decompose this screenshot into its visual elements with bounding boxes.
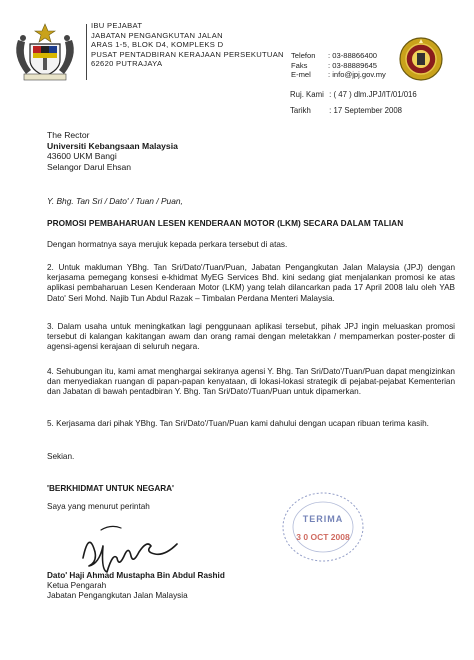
signatory-name: Dato' Haji Ahmad Mustapha Bin Abdul Rashid — [47, 571, 225, 580]
salutation: Y. Bhg. Tan Sri / Dato' / Tuan / Puan, — [47, 196, 183, 206]
signoff: Saya yang menurut perintah — [47, 502, 150, 511]
reference-block — [290, 88, 417, 117]
letterhead-line: ARAS 1-5, BLOK D4, KOMPLEKS D — [91, 40, 224, 50]
reference-date: Tarikh : 17 September 2008 — [290, 106, 402, 115]
contact-email: E-mel : info@jpj.gov.my — [291, 70, 386, 80]
paragraph-closing: Sekian. — [47, 452, 75, 461]
letterhead-contact — [291, 51, 386, 80]
recipient-line: 43600 UKM Bangi — [47, 151, 117, 162]
paragraph-5: 5. Kerjasama dari pihak YBhg. Tan Sri/Dato'/Tuan/Puan kami dahului dengan ucapan ribuan terima kasih. — [47, 419, 429, 428]
recipient-line: Selangor Darul Ehsan — [47, 161, 132, 172]
letter-subject: PROMOSI PEMBAHARUAN LESEN KENDERAAN MOTOR (LKM) SECARA DALAM TALIAN — [47, 218, 404, 228]
signatory-title: Ketua Pengarah — [47, 581, 107, 591]
paragraph-4: 4. Sehubungan itu, kami amat menghargai sekiranya agensi Y. Bhg. Tan Sri/Dato'/Tuan/Puan dapat mengizinkan dan menyediakan ruangan di papan-papan kenyataan, di lokasi-lokasi strategik di pejabat-pejabat Kementerian dan Jabatan di bawah pentadbiran Y. Bhg. Tan Sri/Dato'/Tuan/Puan untuk dipamerkan. — [47, 367, 455, 397]
signatory-department: Jabatan Pengangkutan Jalan Malaysia — [47, 591, 188, 601]
signatory-block — [47, 571, 225, 602]
letterhead-line: IBU PEJABAT — [91, 21, 143, 30]
letterhead-divider — [86, 24, 87, 80]
motto: 'BERKHIDMAT UNTUK NEGARA' — [47, 484, 175, 493]
jpj-crest-logo — [398, 36, 444, 82]
contact-phone: Telefon : 03-88866400 — [291, 51, 378, 60]
letterhead-line: 62620 PUTRAJAYA — [91, 59, 163, 69]
paragraph-2: 2. Untuk makluman YBhg. Tan Sri/Dato'/Tuan/Puan, Jabatan Pengangkutan Jalan Malaysia (JPJ) dengan kerjasama pemegang konsesi e-khidmat MyEG Services Bhd. kini sedang giat menjalankan promosi ke atas aplikasi pembaharuan Lesen Kenderaan Motor (LKM) yang telah dilancarkan pada 17 April 2008 lalu oleh YAB Dato' Seri Mohd. Najib Tun Abdul Razak – Timbalan Perdana Menteri Malaysia. — [47, 263, 455, 303]
received-stamp — [278, 488, 368, 566]
letterhead-line: JABATAN PENGANGKUTAN JALAN — [91, 30, 223, 40]
letterhead-address — [91, 21, 284, 69]
stamp-word: TERIMA — [302, 514, 344, 524]
recipient-address — [47, 130, 178, 172]
paragraph-intro: Dengan hormatnya saya merujuk kepada perkara tersebut di atas. — [47, 240, 288, 249]
letterhead-line: PUSAT PENTADBIRAN KERAJAAN PERSEKUTUAN — [91, 49, 284, 59]
handwritten-signature — [75, 518, 195, 576]
recipient-line: The Rector — [47, 130, 90, 140]
reference-number: Ruj. Kami : ( 47 ) dlm.JPJ/IT/01/016 — [290, 90, 417, 99]
stamp-date: 3 0 OCT 2008 — [296, 532, 350, 542]
contact-fax: Faks : 03-88889645 — [291, 60, 378, 70]
malaysia-coat-of-arms-logo — [10, 22, 80, 82]
paragraph-3: 3. Dalam usaha untuk meningkatkan lagi penggunaan aplikasi tersebut, pihak JPJ ingin meluaskan promosi tersebut di kalangan kakitangan awam dan orang ramai dengan meletakkan / mempamerkan poster-poster di agensi-agensi kerajaan di seluruh negara. — [47, 322, 455, 352]
recipient-institution: Universiti Kebangsaan Malaysia — [47, 140, 178, 151]
